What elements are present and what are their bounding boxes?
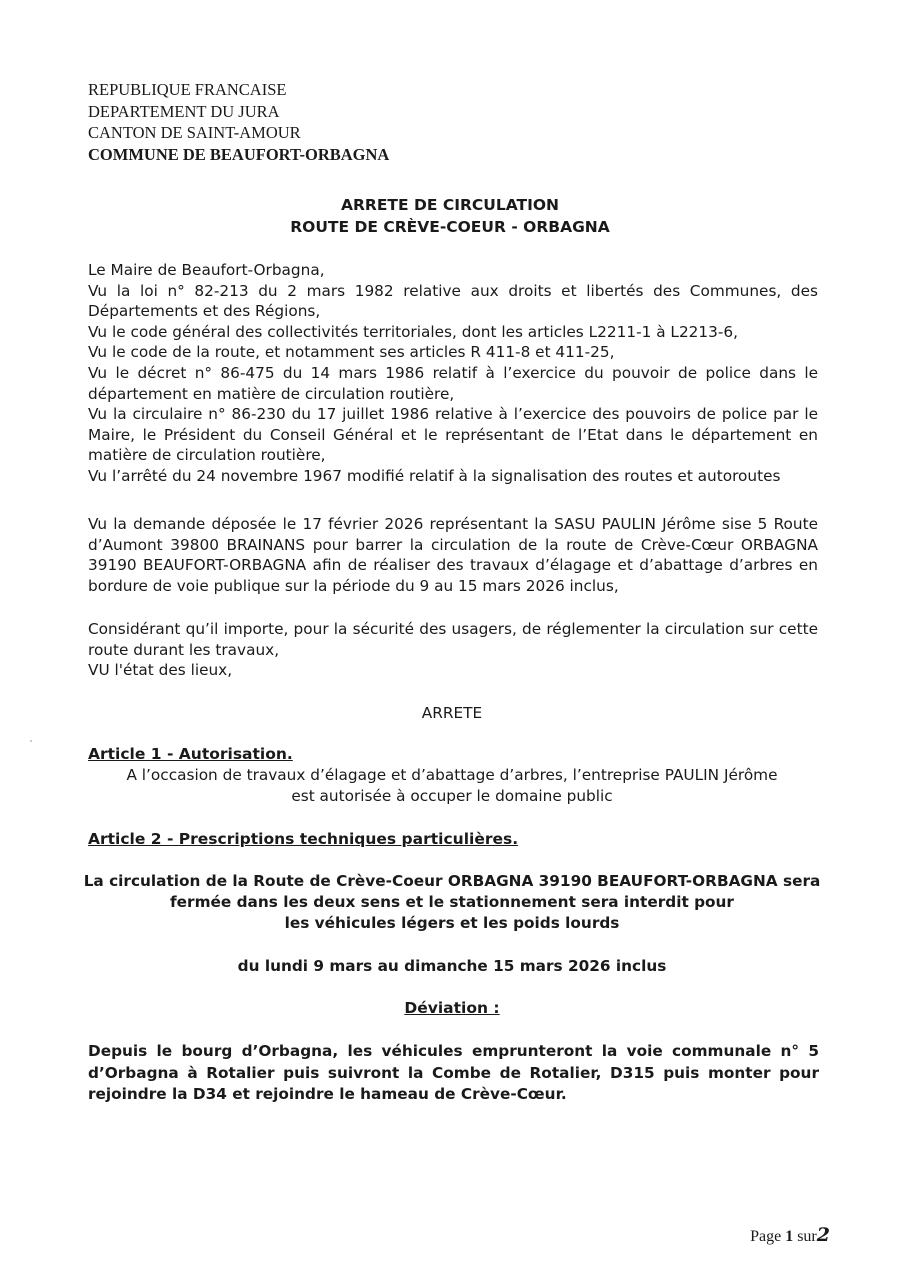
deviation-title: Déviation : — [404, 999, 500, 1017]
considerant-section — [88, 619, 818, 681]
title-line-1: ARRETE DE CIRCULATION — [340, 196, 560, 214]
administrative-header — [88, 79, 389, 165]
page-sur-label: sur — [797, 1228, 817, 1245]
visa-line: Vu la loi n° 82-213 du 2 mars 1982 relative aux droits et libertés des Communes, des Départements et des Régions, — [88, 281, 818, 321]
article-2-line-2: fermée dans les deux sens et le stationnement sera interdit pour — [170, 893, 734, 911]
visa-line: Vu l’arrêté du 24 novembre 1967 modifié relatif à la signalisation des routes et autoroutes — [88, 466, 781, 485]
document-title — [0, 195, 900, 238]
article-2-title: Article 2 - Prescriptions techniques particulières. — [88, 830, 519, 848]
page-label: Page — [750, 1228, 782, 1245]
visas-section — [88, 260, 818, 487]
page-number — [750, 1224, 830, 1246]
article-1-body — [0, 765, 900, 807]
demande-paragraph: Vu la demande déposée le 17 février 2026 représentant la SASU PAULIN Jérôme sise 5 Route d’Aumont 39800 BRAINANS pour barrer la circulation de la route de Crève-Cœur ORBAGNA 39190 BEAUFORT-ORBAGNA afin de réaliser des travaux d’élagage et d’abattage d’arbres en bordure de voie publique sur la période du 9 au 15 mars 2026 inclus, — [88, 515, 818, 595]
considerant-paragraph: Considérant qu’il importe, pour la sécurité des usagers, de réglementer la circulation sur cette route durant les travaux, — [88, 620, 818, 659]
visa-line: Vu le code de la route, et notamment ses articles R 411-8 et 411-25, — [88, 343, 615, 362]
arrete-heading: ARRETE — [421, 704, 483, 722]
header-department: DEPARTEMENT DU JURA — [88, 101, 280, 121]
article-2-line-1: La circulation de la Route de Crève-Coeur ORBAGNA 39190 BEAUFORT-ORBAGNA sera — [83, 872, 821, 890]
visa-line: Vu le décret n° 86-475 du 14 mars 1986 relatif à l’exercice du pouvoir de police dans le département en matière de circulation routière, — [88, 363, 818, 403]
page-current: 1 — [785, 1228, 794, 1245]
page-total-handwritten: 2 — [816, 1224, 830, 1246]
title-line-2: ROUTE DE CRÈVE-COEUR - ORBAGNA — [290, 217, 610, 236]
article-2-body — [0, 871, 900, 934]
demande-section — [88, 514, 818, 596]
header-commune: COMMUNE DE BEAUFORT-ORBAGNA — [88, 144, 390, 164]
visa-line: Le Maire de Beaufort-Orbagna, — [88, 261, 325, 279]
header-republic: REPUBLIQUE FRANCAISE — [88, 80, 287, 99]
article-1-line-2: est autorisée à occuper le domaine public — [291, 787, 613, 805]
visa-line: Vu la circulaire n° 86-230 du 17 juillet 1986 relative à l’exercice des pouvoirs de police par le Maire, le Président du Conseil Général et le représentant de l’Etat dans le département en matière de circulation routière, — [88, 405, 818, 465]
article-1-title: Article 1 - Autorisation. — [88, 745, 293, 763]
visa-line: Vu le code général des collectivités territoriales, dont les articles L2211-1 à L2213-6, — [88, 322, 738, 341]
header-canton: CANTON DE SAINT-AMOUR — [88, 123, 301, 142]
article-2-line-3: les véhicules légers et les poids lourds — [284, 914, 620, 932]
article-1-line-1: A l’occasion de travaux d’élagage et d’abattage d’arbres, l’entreprise PAULIN Jérôme — [126, 766, 778, 784]
etat-des-lieux-line: VU l'état des lieux, — [88, 661, 233, 680]
deviation-text: Depuis le bourg d’Orbagna, les véhicules emprunteront la voie communale n° 5 d’Orbagna à Rotalier puis suivront la Combe de Rotalier, D315 puis monter pour rejoindre la D34 et rejoindre le hameau de Crève-Cœur. — [88, 1042, 819, 1103]
closure-period: du lundi 9 mars au dimanche 15 mars 2026 inclus — [237, 957, 667, 975]
scan-speck — [30, 740, 32, 742]
